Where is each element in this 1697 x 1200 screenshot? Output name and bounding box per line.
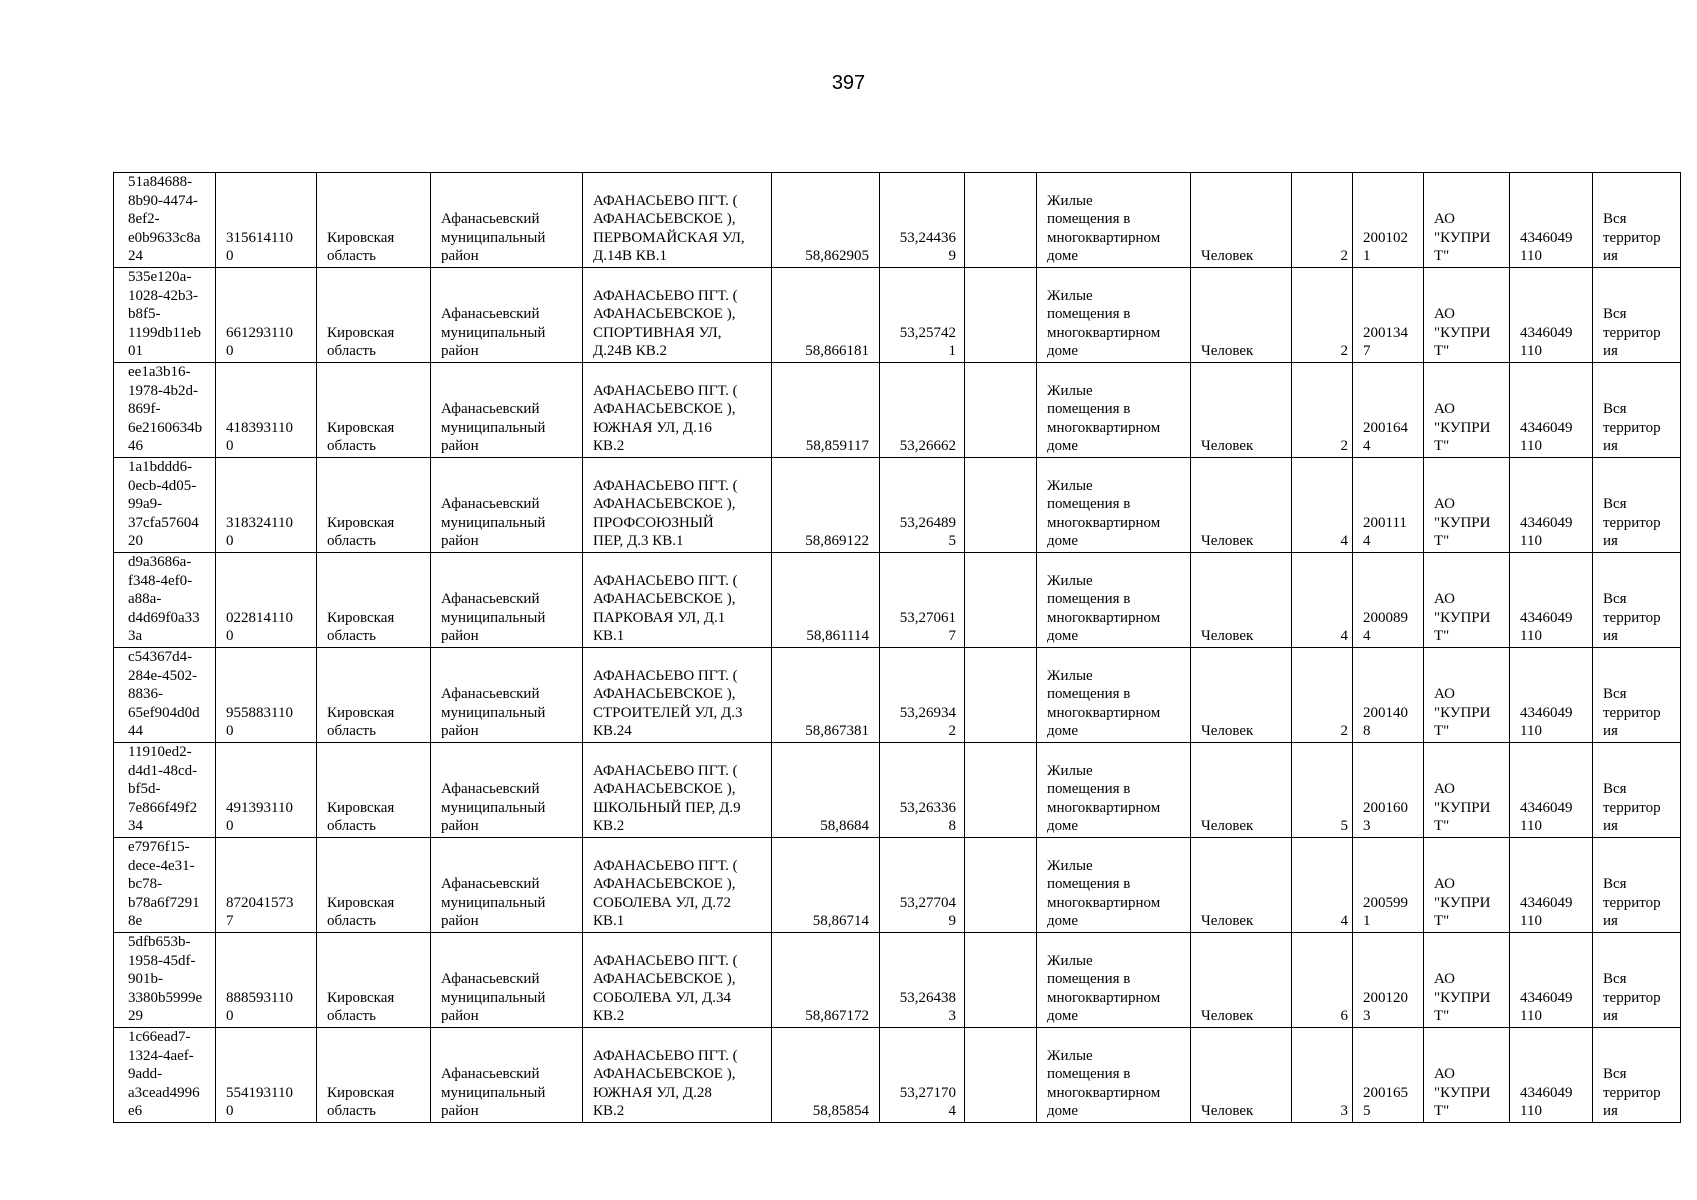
latitude-cell: 58,859117 <box>772 363 880 458</box>
count-cell: 4 <box>1292 838 1353 933</box>
count-cell: 4 <box>1292 553 1353 648</box>
organization-cell: АО "КУПРИ Т" <box>1424 363 1510 458</box>
empty-cell <box>965 743 1037 838</box>
region-cell: Кировская область <box>317 648 431 743</box>
registry-number-cell: 200164 4 <box>1353 363 1424 458</box>
premises-type-cell: Жилые помещения в многоквартирном доме <box>1037 743 1191 838</box>
organization-cell: АО "КУПРИ Т" <box>1424 1028 1510 1123</box>
empty-cell <box>965 363 1037 458</box>
inn-cell: 4346049 110 <box>1510 173 1593 268</box>
object-id-cell: e7976f15- dece-4e31- bc78- b78a6f7291 8e <box>114 838 216 933</box>
table-row <box>114 838 1681 933</box>
organization-cell: АО "КУПРИ Т" <box>1424 933 1510 1028</box>
address-cell: АФАНАСЬЕВО ПГТ. ( АФАНАСЬЕВСКОЕ ), СОБОЛЕВА УЛ, Д.72 КВ.1 <box>583 838 772 933</box>
unit-cell: Человек <box>1191 838 1292 933</box>
premises-type-cell: Жилые помещения в многоквартирном доме <box>1037 268 1191 363</box>
longitude-cell: 53,26662 <box>880 363 965 458</box>
page-number: 397 <box>831 72 866 94</box>
count-cell: 4 <box>1292 458 1353 553</box>
latitude-cell: 58,867172 <box>772 933 880 1028</box>
premises-type-cell: Жилые помещения в многоквартирном доме <box>1037 648 1191 743</box>
territory-cell: Вся территор ия <box>1593 838 1681 933</box>
territory-cell: Вся территор ия <box>1593 363 1681 458</box>
region-cell: Кировская область <box>317 268 431 363</box>
count-cell: 3 <box>1292 1028 1353 1123</box>
address-cell: АФАНАСЬЕВО ПГТ. ( АФАНАСЬЕВСКОЕ ), СТРОИТЕЛЕЙ УЛ, Д.3 КВ.24 <box>583 648 772 743</box>
territory-cell: Вся территор ия <box>1593 553 1681 648</box>
address-cell: АФАНАСЬЕВО ПГТ. ( АФАНАСЬЕВСКОЕ ), ШКОЛЬНЫЙ ПЕР, Д.9 КВ.2 <box>583 743 772 838</box>
territory-cell: Вся территор ия <box>1593 173 1681 268</box>
count-cell: 2 <box>1292 648 1353 743</box>
table-row <box>114 363 1681 458</box>
count-cell: 5 <box>1292 743 1353 838</box>
latitude-cell: 58,862905 <box>772 173 880 268</box>
district-cell: Афанасьевский муниципальный район <box>431 363 583 458</box>
latitude-cell: 58,869122 <box>772 458 880 553</box>
object-id-cell: 1a1bddd6- 0ecb-4d05- 99a9- 37cfa57604 20 <box>114 458 216 553</box>
object-id-cell: d9a3686a- f348-4ef0- a88a- d4d69f0a33 3a <box>114 553 216 648</box>
territory-cell: Вся территор ия <box>1593 933 1681 1028</box>
territory-cell: Вся территор ия <box>1593 648 1681 743</box>
object-id-cell: 11910ed2- d4d1-48cd- bf5d- 7e866f49f2 34 <box>114 743 216 838</box>
district-cell: Афанасьевский муниципальный район <box>431 1028 583 1123</box>
longitude-cell: 53,26934 2 <box>880 648 965 743</box>
table-row <box>114 268 1681 363</box>
district-cell: Афанасьевский муниципальный район <box>431 933 583 1028</box>
code-cell: 955883110 0 <box>216 648 317 743</box>
code-cell: 318324110 0 <box>216 458 317 553</box>
registry-number-cell: 200140 8 <box>1353 648 1424 743</box>
object-id-cell: c54367d4- 284e-4502- 8836- 65ef904d0d 44 <box>114 648 216 743</box>
inn-cell: 4346049 110 <box>1510 458 1593 553</box>
unit-cell: Человек <box>1191 458 1292 553</box>
region-cell: Кировская область <box>317 743 431 838</box>
empty-cell <box>965 1028 1037 1123</box>
table-row <box>114 553 1681 648</box>
count-cell: 2 <box>1292 268 1353 363</box>
unit-cell: Человек <box>1191 173 1292 268</box>
longitude-cell: 53,26489 5 <box>880 458 965 553</box>
territory-cell: Вся территор ия <box>1593 743 1681 838</box>
address-cell: АФАНАСЬЕВО ПГТ. ( АФАНАСЬЕВСКОЕ ), СПОРТИВНАЯ УЛ, Д.24В КВ.2 <box>583 268 772 363</box>
longitude-cell: 53,24436 9 <box>880 173 965 268</box>
table-row <box>114 173 1681 268</box>
region-cell: Кировская область <box>317 838 431 933</box>
region-cell: Кировская область <box>317 363 431 458</box>
unit-cell: Человек <box>1191 1028 1292 1123</box>
table-row <box>114 1028 1681 1123</box>
count-cell: 2 <box>1292 173 1353 268</box>
table-row <box>114 648 1681 743</box>
registry-number-cell: 200120 3 <box>1353 933 1424 1028</box>
organization-cell: АО "КУПРИ Т" <box>1424 838 1510 933</box>
table-row <box>114 933 1681 1028</box>
latitude-cell: 58,861114 <box>772 553 880 648</box>
registry-number-cell: 200599 1 <box>1353 838 1424 933</box>
address-cell: АФАНАСЬЕВО ПГТ. ( АФАНАСЬЕВСКОЕ ), ПАРКОВАЯ УЛ, Д.1 КВ.1 <box>583 553 772 648</box>
unit-cell: Человек <box>1191 268 1292 363</box>
code-cell: 491393110 0 <box>216 743 317 838</box>
empty-cell <box>965 268 1037 363</box>
district-cell: Афанасьевский муниципальный район <box>431 838 583 933</box>
latitude-cell: 58,866181 <box>772 268 880 363</box>
registry-number-cell: 200160 3 <box>1353 743 1424 838</box>
unit-cell: Человек <box>1191 553 1292 648</box>
district-cell: Афанасьевский муниципальный район <box>431 743 583 838</box>
district-cell: Афанасьевский муниципальный район <box>431 648 583 743</box>
inn-cell: 4346049 110 <box>1510 838 1593 933</box>
longitude-cell: 53,27061 7 <box>880 553 965 648</box>
territory-cell: Вся территор ия <box>1593 1028 1681 1123</box>
code-cell: 418393110 0 <box>216 363 317 458</box>
empty-cell <box>965 933 1037 1028</box>
district-cell: Афанасьевский муниципальный район <box>431 553 583 648</box>
premises-type-cell: Жилые помещения в многоквартирном доме <box>1037 933 1191 1028</box>
address-cell: АФАНАСЬЕВО ПГТ. ( АФАНАСЬЕВСКОЕ ), СОБОЛЕВА УЛ, Д.34 КВ.2 <box>583 933 772 1028</box>
registry-rows <box>114 173 1681 1123</box>
region-cell: Кировская область <box>317 933 431 1028</box>
latitude-cell: 58,86714 <box>772 838 880 933</box>
empty-cell <box>965 553 1037 648</box>
organization-cell: АО "КУПРИ Т" <box>1424 648 1510 743</box>
address-cell: АФАНАСЬЕВО ПГТ. ( АФАНАСЬЕВСКОЕ ), ПЕРВОМАЙСКАЯ УЛ, Д.14В КВ.1 <box>583 173 772 268</box>
region-cell: Кировская область <box>317 553 431 648</box>
latitude-cell: 58,8684 <box>772 743 880 838</box>
inn-cell: 4346049 110 <box>1510 363 1593 458</box>
organization-cell: АО "КУПРИ Т" <box>1424 458 1510 553</box>
premises-type-cell: Жилые помещения в многоквартирном доме <box>1037 838 1191 933</box>
registry-number-cell: 200134 7 <box>1353 268 1424 363</box>
address-cell: АФАНАСЬЕВО ПГТ. ( АФАНАСЬЕВСКОЕ ), ПРОФСОЮЗНЫЙ ПЕР, Д.3 КВ.1 <box>583 458 772 553</box>
empty-cell <box>965 648 1037 743</box>
code-cell: 872041573 7 <box>216 838 317 933</box>
empty-cell <box>965 458 1037 553</box>
code-cell: 554193110 0 <box>216 1028 317 1123</box>
territory-cell: Вся территор ия <box>1593 458 1681 553</box>
table-row <box>114 458 1681 553</box>
unit-cell: Человек <box>1191 933 1292 1028</box>
latitude-cell: 58,867381 <box>772 648 880 743</box>
region-cell: Кировская область <box>317 1028 431 1123</box>
inn-cell: 4346049 110 <box>1510 933 1593 1028</box>
inn-cell: 4346049 110 <box>1510 648 1593 743</box>
organization-cell: АО "КУПРИ Т" <box>1424 173 1510 268</box>
region-cell: Кировская область <box>317 458 431 553</box>
code-cell: 888593110 0 <box>216 933 317 1028</box>
longitude-cell: 53,27704 9 <box>880 838 965 933</box>
unit-cell: Человек <box>1191 648 1292 743</box>
empty-cell <box>965 838 1037 933</box>
address-cell: АФАНАСЬЕВО ПГТ. ( АФАНАСЬЕВСКОЕ ), ЮЖНАЯ УЛ, Д.16 КВ.2 <box>583 363 772 458</box>
longitude-cell: 53,26438 3 <box>880 933 965 1028</box>
registry-number-cell: 200102 1 <box>1353 173 1424 268</box>
object-id-cell: 51a84688- 8b90-4474- 8ef2- e0b9633c8a 24 <box>114 173 216 268</box>
count-cell: 2 <box>1292 363 1353 458</box>
district-cell: Афанасьевский муниципальный район <box>431 458 583 553</box>
premises-type-cell: Жилые помещения в многоквартирном доме <box>1037 553 1191 648</box>
premises-type-cell: Жилые помещения в многоквартирном доме <box>1037 458 1191 553</box>
organization-cell: АО "КУПРИ Т" <box>1424 743 1510 838</box>
organization-cell: АО "КУПРИ Т" <box>1424 268 1510 363</box>
district-cell: Афанасьевский муниципальный район <box>431 173 583 268</box>
registry-table <box>113 172 1681 1123</box>
organization-cell: АО "КУПРИ Т" <box>1424 553 1510 648</box>
object-id-cell: 5dfb653b- 1958-45df- 901b- 3380b5999e 29 <box>114 933 216 1028</box>
registry-number-cell: 200089 4 <box>1353 553 1424 648</box>
latitude-cell: 58,85854 <box>772 1028 880 1123</box>
table-row <box>114 743 1681 838</box>
unit-cell: Человек <box>1191 743 1292 838</box>
registry-number-cell: 200111 4 <box>1353 458 1424 553</box>
registry-number-cell: 200165 5 <box>1353 1028 1424 1123</box>
unit-cell: Человек <box>1191 363 1292 458</box>
inn-cell: 4346049 110 <box>1510 743 1593 838</box>
longitude-cell: 53,27170 4 <box>880 1028 965 1123</box>
inn-cell: 4346049 110 <box>1510 268 1593 363</box>
code-cell: 022814110 0 <box>216 553 317 648</box>
empty-cell <box>965 173 1037 268</box>
inn-cell: 4346049 110 <box>1510 1028 1593 1123</box>
longitude-cell: 53,25742 1 <box>880 268 965 363</box>
longitude-cell: 53,26336 8 <box>880 743 965 838</box>
object-id-cell: 1c66ead7- 1324-4aef- 9add- a3cead4996 e6 <box>114 1028 216 1123</box>
premises-type-cell: Жилые помещения в многоквартирном доме <box>1037 173 1191 268</box>
region-cell: Кировская область <box>317 173 431 268</box>
premises-type-cell: Жилые помещения в многоквартирном доме <box>1037 363 1191 458</box>
inn-cell: 4346049 110 <box>1510 553 1593 648</box>
count-cell: 6 <box>1292 933 1353 1028</box>
premises-type-cell: Жилые помещения в многоквартирном доме <box>1037 1028 1191 1123</box>
object-id-cell: 535e120a- 1028-42b3- b8f5- 1199db11eb 01 <box>114 268 216 363</box>
code-cell: 315614110 0 <box>216 173 317 268</box>
territory-cell: Вся территор ия <box>1593 268 1681 363</box>
code-cell: 661293110 0 <box>216 268 317 363</box>
address-cell: АФАНАСЬЕВО ПГТ. ( АФАНАСЬЕВСКОЕ ), ЮЖНАЯ УЛ, Д.28 КВ.2 <box>583 1028 772 1123</box>
district-cell: Афанасьевский муниципальный район <box>431 268 583 363</box>
object-id-cell: ee1a3b16- 1978-4b2d- 869f- 6e2160634b 46 <box>114 363 216 458</box>
